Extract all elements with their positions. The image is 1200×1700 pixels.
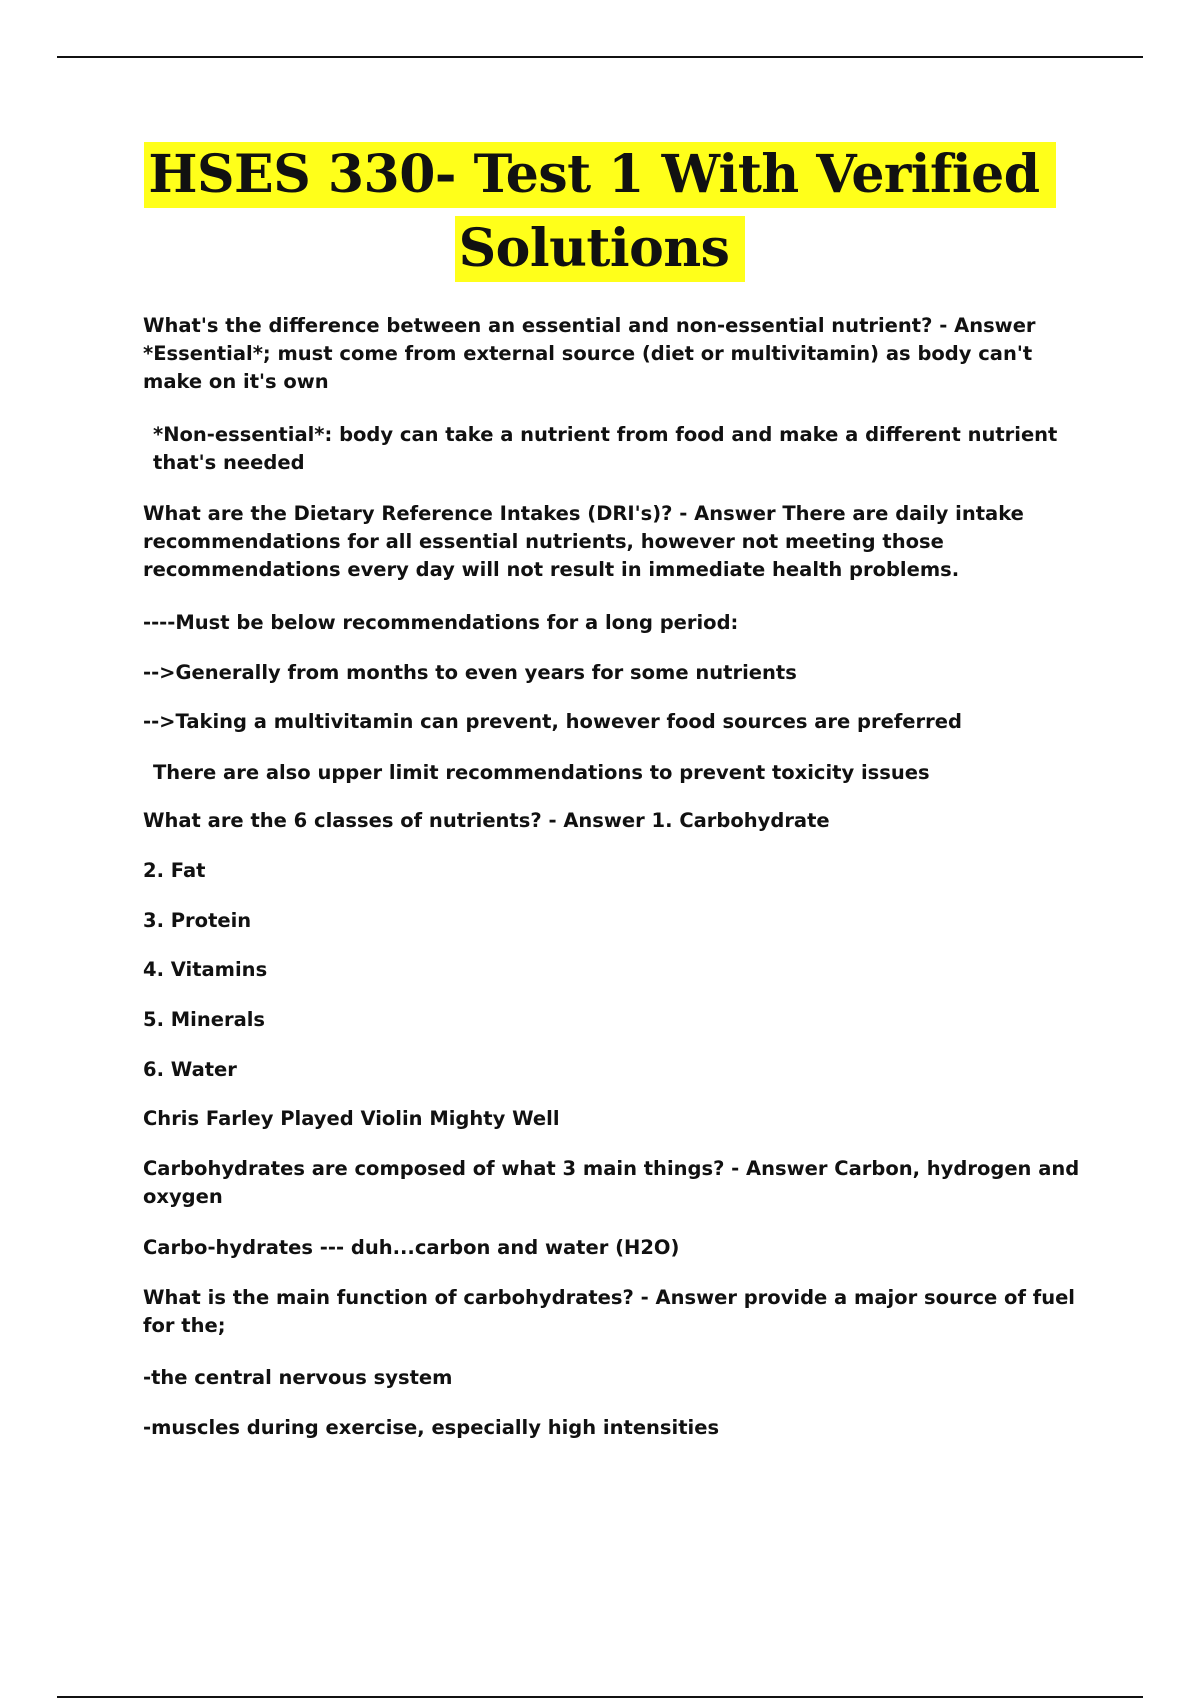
title-line-1: HSES 330- Test 1 With Verified bbox=[144, 142, 1055, 208]
list-item-central-nervous-system: -the central nervous system bbox=[143, 1366, 453, 1389]
paragraph-mnemonic: Chris Farley Played Violin Mighty Well bbox=[143, 1107, 560, 1130]
bottom-rule bbox=[57, 1696, 1143, 1698]
paragraph-carbo-hydrates: Carbo-hydrates --- duh...carbon and water (H2O) bbox=[143, 1236, 680, 1259]
paragraph-months-years: -->Generally from months to even years for some nutrients bbox=[143, 661, 797, 684]
paragraph-carbohydrate-composition: Carbohydrates are composed of what 3 main things? - Answer Carbon, hydrogen and oxygen bbox=[143, 1157, 1087, 1208]
list-item-minerals: 5. Minerals bbox=[143, 1008, 266, 1031]
paragraph-long-period: ----Must be below recommendations for a long period: bbox=[143, 611, 739, 634]
document-title bbox=[0, 142, 1200, 282]
paragraph-essential-question: What's the difference between an essential and non-essential nutrient? - Answer *Essential*; must come from external source (diet or multivitamin) as body can't make on it's own bbox=[143, 314, 1043, 393]
list-item-protein: 3. Protein bbox=[143, 909, 252, 932]
top-rule bbox=[57, 56, 1143, 58]
paragraph-six-classes-question: What are the 6 classes of nutrients? - Answer 1. Carbohydrate bbox=[143, 809, 830, 832]
list-item-muscles-exercise: -muscles during exercise, especially high intensities bbox=[143, 1416, 720, 1439]
list-item-vitamins: 4. Vitamins bbox=[143, 958, 268, 981]
paragraph-dri-question: What are the Dietary Reference Intakes (DRI's)? - Answer There are daily intake recommendations for all essential nutrients, however not meeting those recommendations every day will not result in immediate health problems. bbox=[143, 502, 1031, 581]
list-item-water: 6. Water bbox=[143, 1058, 237, 1081]
paragraph-carbohydrate-function: What is the main function of carbohydrates? - Answer provide a major source of fuel for the; bbox=[143, 1286, 1082, 1337]
paragraph-upper-limit: There are also upper limit recommendations to prevent toxicity issues bbox=[153, 761, 930, 784]
paragraph-multivitamin: -->Taking a multivitamin can prevent, however food sources are preferred bbox=[143, 710, 962, 733]
list-item-fat: 2. Fat bbox=[143, 859, 206, 882]
title-line-2: Solutions bbox=[455, 216, 746, 282]
paragraph-non-essential: *Non-essential*: body can take a nutrient from food and make a different nutrient that's needed bbox=[153, 423, 1065, 474]
